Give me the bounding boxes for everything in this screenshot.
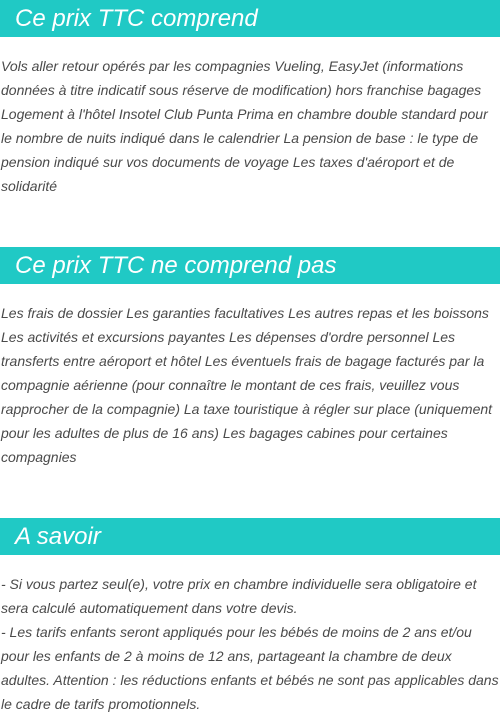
- not-included-text: Les frais de dossier Les garanties facultatives Les autres repas et les boissons Les activités et excursions payantes Les dépenses d'ordre personnel Les transferts entre aéroport et hôtel Les éventuels frais de bagage facturés par la compagnie aérienne (pour connaître le montant de ces frais, veuillez vous rapprocher de la compagnie) La taxe touristique à régler sur place (uniquement pour les adultes de plus de 16 ans) Les bagages cabines pour certaines compagnies: [1, 305, 493, 465]
- section-header-good-to-know: [0, 518, 500, 555]
- good-to-know-single-traveler: - Si vous partez seul(e), votre prix en chambre individuelle sera obligatoire et sera calculé automatiquement dans votre devis.: [1, 576, 477, 616]
- section-title-not-included: Ce prix TTC ne comprend pas: [15, 252, 337, 279]
- section-not-included: [0, 247, 500, 469]
- section-body-good-to-know: [0, 555, 500, 716]
- section-body-included: [0, 37, 500, 198]
- section-title-good-to-know: A savoir: [15, 523, 101, 550]
- section-included: [0, 0, 500, 198]
- section-title-included: Ce prix TTC comprend: [15, 5, 258, 32]
- section-good-to-know: [0, 518, 500, 716]
- section-header-included: [0, 0, 500, 37]
- included-text: Vols aller retour opérés par les compagnies Vueling, EasyJet (informations données à titre indicatif sous réserve de modification) hors franchise bagages Logement à l'hôtel Insotel Club Punta Prima en chambre double standard pour le nombre de nuits indiqué dans le calendrier La pension de base : le type de pension indiqué sur vos documents de voyage Les taxes d'aéroport et de solidarité: [1, 58, 488, 194]
- section-body-not-included: [0, 284, 500, 469]
- good-to-know-children-rates: - Les tarifs enfants seront appliqués pour les bébés de moins de 2 ans et/ou pour les enfants de 2 à moins de 12 ans, partageant la chambre de deux adultes. Attention : les réductions enfants et bébés ne sont pas applicables dans le cadre de tarifs promotionnels.: [1, 624, 499, 712]
- section-header-not-included: [0, 247, 500, 284]
